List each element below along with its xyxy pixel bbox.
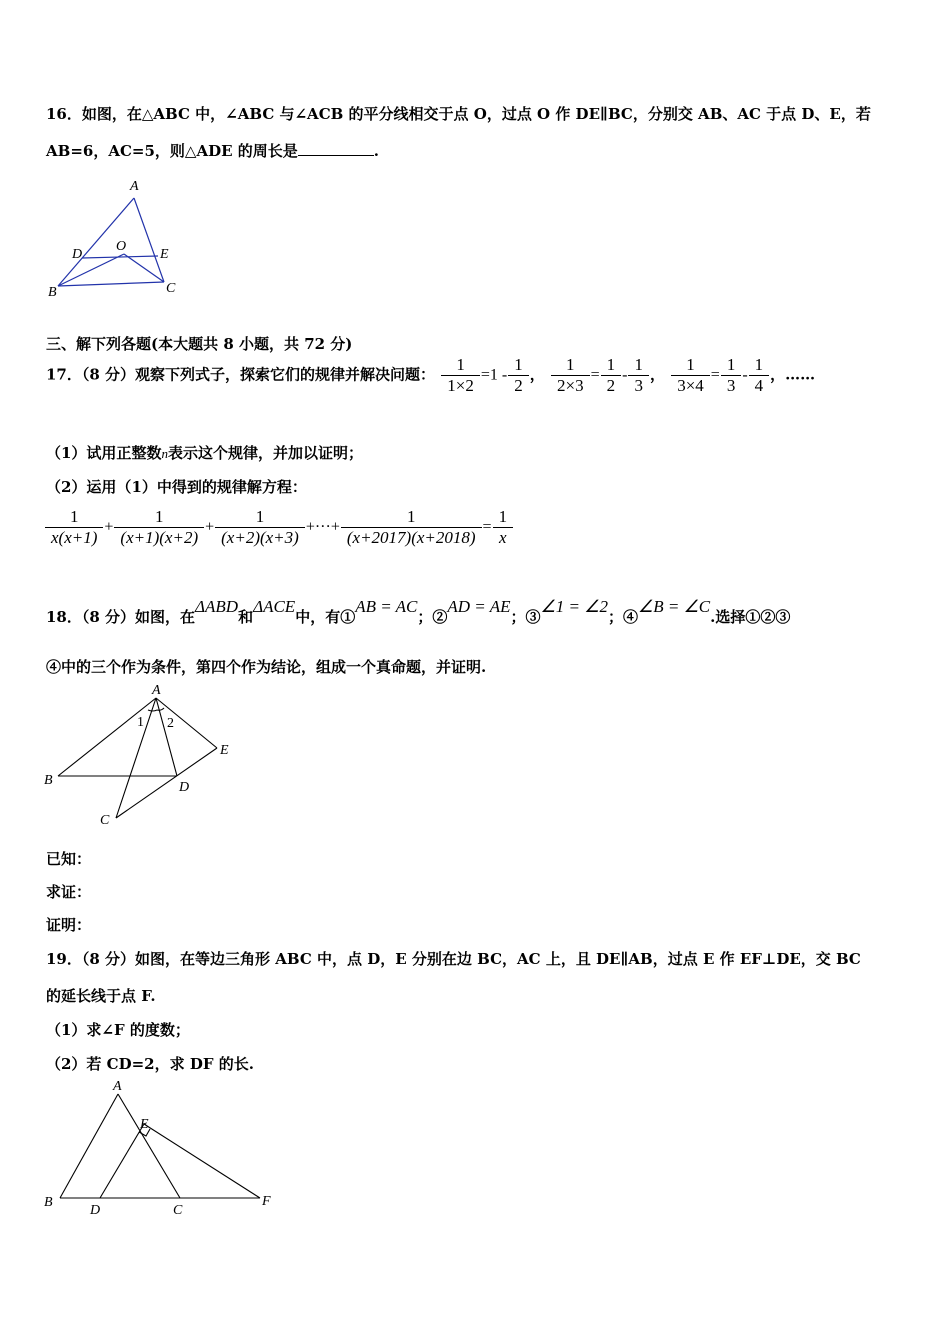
q19-label-a: A — [113, 1079, 122, 1094]
q19-line1: 19．（8 分）如图，在等边三角形 ABC 中，点 D，E 分别在边 BC，AC 上，且 DE∥AB，过点 E 作 EF⊥DE，交 BC — [46, 950, 861, 968]
eq-rhs: $\frac{1}{x}$ — [493, 508, 514, 547]
eq-plus-dots: +···+ — [305, 518, 340, 536]
q17-ellipsis: ，…… — [770, 365, 816, 384]
q16-label-c: C — [166, 281, 176, 296]
q19-part1: （1）求∠F 的度数； — [46, 1021, 190, 1039]
q17-part1 — [46, 442, 363, 463]
q18-and: 和 — [238, 608, 254, 626]
q19-line2: 的延长线于点 F. — [46, 987, 156, 1005]
q17-frac-3a: $\frac{1}{3}$ — [721, 356, 742, 395]
q18-label-c: C — [100, 813, 110, 828]
q17-sep2: ， — [649, 365, 665, 384]
q17-equation — [44, 508, 514, 547]
q18-prove: 求证： — [46, 883, 92, 901]
q17-eq2: = — [590, 366, 600, 384]
q17-part1-a: （1）试用正整数 — [46, 444, 162, 462]
q18-cond2: AD = AE — [447, 597, 511, 616]
eq-term-3: $\frac{1}{(x+2)(x+3)}$ — [215, 508, 305, 547]
eq-term-2: $\frac{1}{(x+1)(x+2)}$ — [114, 508, 204, 547]
q18-s3: ；③ — [510, 608, 541, 626]
q19-label-b: B — [44, 1195, 53, 1210]
q18-label-2: 2 — [167, 716, 174, 731]
q17-frac-1: $\frac{1}{1\times 2}$ — [441, 356, 480, 395]
q18-label-a: A — [152, 683, 161, 698]
q17-eq1: =1 - — [480, 366, 508, 384]
q18-label-d: D — [179, 780, 190, 795]
q16-line2-suffix: . — [373, 142, 379, 160]
q18-line1 — [46, 597, 791, 627]
q18-cond3: ∠1 = ∠2 — [540, 597, 608, 616]
section3-heading: 三、解下列各题(本大题共 8 小题，共 72 分) — [46, 335, 353, 353]
answer-blank — [298, 155, 374, 156]
q16-label-e: E — [160, 247, 169, 262]
q17-intro: 17．（8 分）观察下列式子，探索它们的规律并解决问题： — [46, 365, 436, 384]
q19-label-c: C — [173, 1203, 183, 1218]
q19-label-f: F — [262, 1194, 271, 1209]
q16-figure — [44, 172, 194, 302]
q18-label-b: B — [44, 773, 53, 788]
q18-proof: 证明： — [46, 916, 92, 934]
q17-sep1: ， — [529, 365, 545, 384]
q18-a: 18．（8 分）如图，在 — [46, 608, 196, 626]
q17-eq3: = — [710, 366, 720, 384]
q19-label-e: E — [140, 1117, 149, 1132]
q18-cond4: ∠B = ∠C — [637, 597, 711, 616]
q18-label-e: E — [220, 743, 229, 758]
q18-cond1: AB = AC — [355, 597, 418, 616]
q17-frac-2b: $\frac{1}{3}$ — [628, 356, 649, 395]
q17-frac-2: $\frac{1}{2\times 3}$ — [551, 356, 590, 395]
q16-label-o: O — [116, 239, 127, 254]
q17-minus2: - — [622, 366, 628, 384]
q17-part1-b: 表示这个规律，并加以证明； — [167, 444, 363, 462]
eq-plus-1: + — [104, 518, 114, 536]
q16-line2-prefix: AB=6，AC=5，则△ADE 的周长是 — [46, 142, 298, 160]
eq-term-4: $\frac{1}{(x+2017)(x+2018)}$ — [341, 508, 482, 547]
q17-frac-2a: $\frac{1}{2}$ — [601, 356, 622, 395]
q19-figure — [40, 1078, 290, 1223]
q18-s2: ；② — [417, 608, 448, 626]
eq-equals: = — [482, 518, 492, 536]
q18-s4: ；④ — [607, 608, 638, 626]
q18-line2: ④中的三个作为条件，第四个作为结论，组成一个真命题，并证明. — [46, 658, 487, 676]
q18-label-1: 1 — [137, 715, 144, 730]
q16-line1: 16．如图，在△ABC 中，∠ABC 与∠ACB 的平分线相交于点 O，过点 O 作 DE∥BC，分别交 AB、AC 于点 D、E，若 — [46, 105, 871, 123]
q17-line1 — [46, 356, 815, 395]
q18-figure — [40, 680, 240, 830]
eq-plus-2: + — [205, 518, 215, 536]
q16-line2 — [46, 140, 379, 161]
q17-part2: （2）运用（1）中得到的规律解方程： — [46, 478, 307, 496]
q18-end: .选择①②③ — [710, 608, 791, 626]
q19-part2: （2）若 CD=2，求 DF 的长. — [46, 1055, 254, 1073]
q16-label-a: A — [130, 179, 139, 194]
q16-label-d: D — [72, 247, 83, 262]
q17-minus3: - — [742, 366, 748, 384]
q18-known: 已知： — [46, 850, 92, 868]
q17-frac-1b: $\frac{1}{2}$ — [508, 356, 529, 395]
q18-tri1: ΔABD — [195, 597, 239, 616]
q18-tri2: ΔACE — [253, 597, 296, 616]
q19-label-d: D — [90, 1203, 101, 1218]
q17-part1-var: n — [161, 446, 168, 461]
q16-label-b: B — [48, 285, 57, 300]
q17-frac-3b: $\frac{1}{4}$ — [749, 356, 770, 395]
q18-mid: 中，有① — [295, 608, 356, 626]
eq-term-1: $\frac{1}{x(x+1)}$ — [45, 508, 103, 547]
q17-frac-3: $\frac{1}{3\times 4}$ — [671, 356, 710, 395]
